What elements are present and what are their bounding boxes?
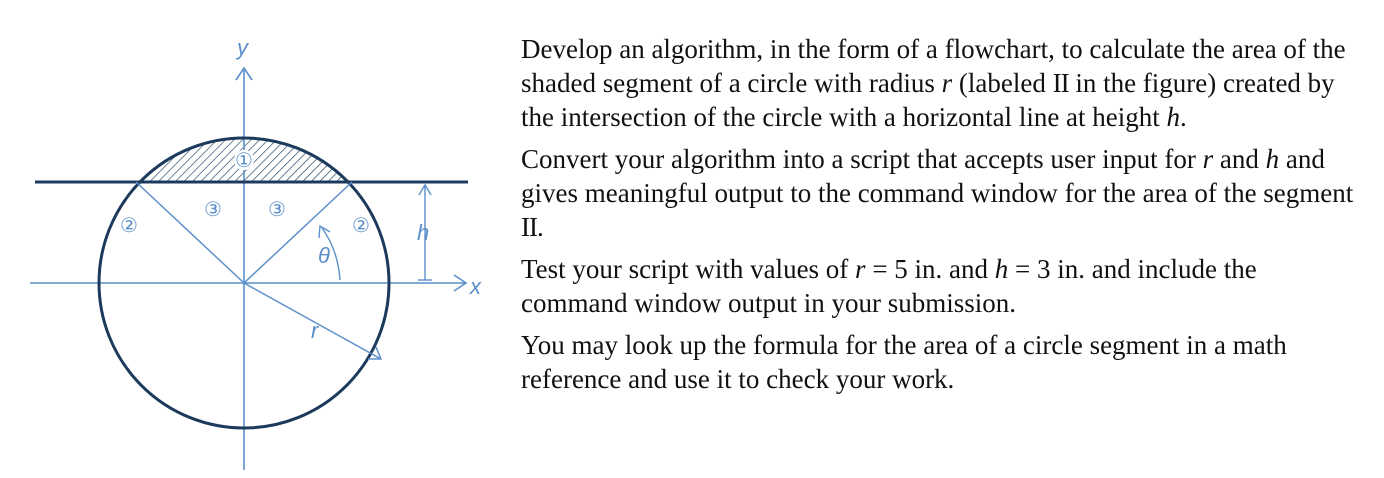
p1-text-a: Develop an algorithm, in the form of a flowchart, to calculate the area of the shaded segment of a circle with radius (521, 34, 1346, 98)
p2-var-h: h (1265, 144, 1280, 174)
region-3-left-label: ③ (204, 199, 222, 221)
region-3-right-label: ③ (268, 199, 286, 221)
p2-text-c: and gives meaningful output to the command window for the area of the segment (521, 144, 1354, 208)
p3-text-c: = 3 in. and include the command window output in your submission. (521, 254, 1257, 318)
p1-var-r: r (941, 68, 953, 98)
region-2-left-label: ② (120, 215, 138, 237)
x-axis-label: x (470, 274, 481, 299)
p3-text-a: Test your script with values of (521, 254, 856, 284)
right-radius (244, 182, 352, 283)
circle-segment-figure (0, 0, 500, 478)
paragraph-3 (521, 252, 1366, 320)
height-label: h (417, 220, 430, 245)
region-1-label: ① (235, 150, 253, 172)
p1-var-h: h (1166, 102, 1181, 132)
p1-text-b: (labeled (952, 68, 1053, 98)
y-axis-label: y (237, 35, 248, 60)
problem-statement (521, 32, 1366, 404)
p1-text-c: in the figure) created by the intersection of the circle with a horizontal line at height (521, 68, 1335, 132)
p1-text-d: . (1180, 102, 1187, 132)
paragraph-2 (521, 142, 1366, 244)
segment-ii-glyph-2: II (521, 212, 537, 242)
paragraph-1 (521, 32, 1366, 134)
paragraph-4: You may look up the formula for the area of a circle segment in a math reference and use it to check your work. (521, 330, 1287, 394)
radius-label: r (311, 318, 319, 343)
p2-var-r: r (1202, 144, 1214, 174)
p2-text-d: . (536, 212, 544, 242)
angle-label: θ (318, 243, 330, 268)
left-radius (136, 182, 244, 283)
segment-ii-glyph: II (1052, 68, 1069, 98)
p2-text-b: and (1213, 144, 1266, 174)
p3-var-h: h (994, 254, 1009, 284)
p3-text-b: = 5 in. and (865, 254, 995, 284)
p2-text-a: Convert your algorithm into a script that accepts user input for (521, 144, 1203, 174)
p3-var-r: r (855, 254, 866, 284)
region-2-right-label: ② (352, 215, 370, 237)
